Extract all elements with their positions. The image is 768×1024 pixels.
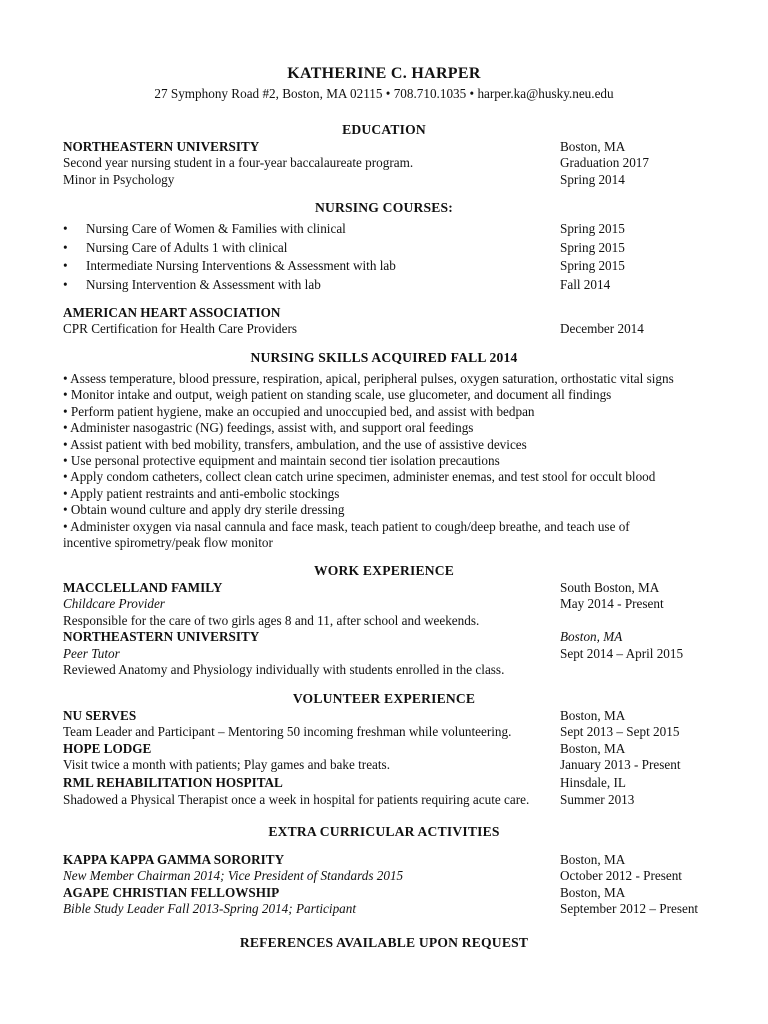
education-program-row	[63, 155, 703, 171]
volunteer-location: Boston, MA	[560, 740, 626, 756]
activity-role-row	[63, 901, 703, 917]
aha-section	[63, 305, 703, 338]
skills-heading: NURSING SKILLS ACQUIRED FALL 2014	[250, 350, 518, 365]
volunteer-desc: Visit twice a month with patients; Play games and bake treats.	[63, 757, 390, 773]
graduation-date: Graduation 2017	[560, 155, 649, 171]
job-desc: Reviewed Anatomy and Physiology individually with students enrolled in the class.	[63, 661, 505, 677]
job-org: MACCLELLAND FAMILY	[63, 580, 223, 595]
job-title: Childcare Provider	[63, 596, 165, 612]
volunteer-location: Hinsdale, IL	[560, 775, 626, 791]
work-section	[63, 580, 703, 678]
school-name: NORTHEASTERN UNIVERSITY	[63, 139, 260, 154]
skill-item: • Monitor intake and output, weigh patient on standing scale, use glucometer, and document all findings	[63, 387, 612, 403]
activity-dates: September 2012 – Present	[560, 901, 699, 917]
job-title: Peer Tutor	[63, 645, 120, 661]
activity-org: KAPPA KAPPA GAMMA SORORITY	[63, 852, 285, 867]
course-item	[63, 277, 703, 296]
volunteer-org: HOPE LODGE	[63, 740, 152, 756]
activity-org-row	[63, 885, 703, 901]
volunteer-dates: Sept 2013 – Sept 2015	[560, 724, 680, 740]
job-org-row	[63, 580, 703, 596]
skill-item: • Apply condom catheters, collect clean catch urine specimen, administer enemas, and test stool for occult blood	[63, 469, 656, 485]
activity-location: Boston, MA	[560, 852, 626, 867]
minor-date: Spring 2014	[560, 171, 625, 187]
job-title-row	[63, 596, 703, 612]
skill-item: • Use personal protective equipment and maintain second tier isolation precautions	[63, 453, 500, 469]
volunteer-org-row	[63, 708, 703, 724]
volunteer-desc: Team Leader and Participant – Mentoring 50 incoming freshman while volunteering.	[63, 724, 512, 740]
job-location: South Boston, MA	[560, 580, 660, 595]
course-date: Spring 2015	[560, 258, 625, 274]
bullet: •	[63, 276, 68, 292]
job-dates: Sept 2014 – April 2015	[560, 645, 684, 661]
job-desc-row	[63, 613, 703, 629]
bullet: •	[63, 239, 68, 255]
activity-org: AGAPE CHRISTIAN FELLOWSHIP	[63, 884, 280, 900]
course-date: Fall 2014	[560, 276, 611, 292]
aha-cert: CPR Certification for Health Care Providers	[63, 321, 298, 337]
volunteer-section	[63, 708, 703, 808]
education-school-row	[63, 139, 703, 155]
courses-heading: NURSING COURSES:	[314, 200, 454, 215]
school-location: Boston, MA	[560, 139, 626, 154]
volunteer-desc: Shadowed a Physical Therapist once a week in hospital for patients requiring acute care.	[63, 791, 530, 807]
course-item	[63, 258, 703, 277]
activity-org-row	[63, 852, 703, 868]
activity-role-row	[63, 868, 703, 884]
skill-item: • Administer nasogastric (NG) feedings, assist with, and support oral feedings	[63, 420, 474, 436]
volunteer-org: RML REHABILITATION HOSPITAL	[63, 775, 283, 791]
volunteer-desc-row	[63, 792, 703, 808]
candidate-name: KATHERINE C. HARPER	[287, 65, 481, 82]
volunteer-org: NU SERVES	[63, 708, 137, 723]
extra-section	[63, 852, 703, 918]
aha-cert-row	[63, 321, 703, 337]
volunteer-location: Boston, MA	[560, 708, 626, 723]
aha-date: December 2014	[560, 321, 644, 337]
activity-location: Boston, MA	[560, 884, 626, 900]
references-note: REFERENCES AVAILABLE UPON REQUEST	[239, 935, 529, 950]
extra-heading: EXTRA CURRICULAR ACTIVITIES	[268, 824, 500, 839]
skill-item-continuation: incentive spirometry/peak flow monitor	[63, 535, 273, 551]
volunteer-org-row	[63, 775, 703, 791]
course-name: Nursing Care of Adults 1 with clinical	[86, 239, 288, 255]
volunteer-desc-row	[63, 724, 703, 740]
skill-item: • Assess temperature, blood pressure, respiration, apical, peripheral pulses, oxygen saturation, orthostatic vital signs	[63, 371, 674, 386]
education-minor-row	[63, 172, 703, 188]
skills-list	[63, 371, 703, 551]
courses-list	[63, 221, 703, 295]
volunteer-heading: VOLUNTEER EXPERIENCE	[292, 691, 476, 706]
volunteer-org-row	[63, 741, 703, 757]
course-date: Spring 2015	[560, 221, 625, 236]
aha-org-row	[63, 305, 703, 321]
job-desc: Responsible for the care of two girls ages 8 and 11, after school and weekends.	[63, 612, 480, 628]
course-name: Nursing Intervention & Assessment with lab	[86, 276, 321, 292]
contact-line: 27 Symphony Road #2, Boston, MA 02115 • 708.710.1035 • harper.ka@husky.neu.edu	[154, 86, 614, 101]
activity-role: New Member Chairman 2014; Vice President of Standards 2015	[63, 868, 404, 884]
volunteer-desc-row	[63, 757, 703, 775]
aha-org: AMERICAN HEART ASSOCIATION	[63, 305, 281, 320]
work-heading: WORK EXPERIENCE	[313, 563, 455, 578]
course-name: Intermediate Nursing Interventions & Assessment with lab	[86, 258, 396, 274]
volunteer-dates: January 2013 - Present	[560, 757, 681, 773]
skill-item: • Assist patient with bed mobility, transfers, ambulation, and the use of assistive devices	[63, 436, 527, 452]
job-desc-row	[63, 662, 703, 678]
job-dates: May 2014 - Present	[560, 596, 664, 612]
skill-item: • Administer oxygen via nasal cannula and face mask, teach patient to cough/deep breathe, and teach use of	[63, 518, 630, 534]
skill-item: • Perform patient hygiene, make an occupied and unoccupied bed, and assist with bedpan	[63, 403, 535, 419]
job-title-row	[63, 646, 703, 662]
volunteer-dates: Summer 2013	[560, 791, 635, 807]
job-org: NORTHEASTERN UNIVERSITY	[63, 629, 260, 645]
activity-role: Bible Study Leader Fall 2013-Spring 2014; Participant	[63, 901, 357, 917]
bullet: •	[63, 221, 68, 236]
course-item	[63, 240, 703, 259]
education-heading: EDUCATION	[342, 122, 426, 137]
course-name: Nursing Care of Women & Families with clinical	[86, 221, 346, 236]
bullet: •	[63, 258, 68, 274]
program-text: Second year nursing student in a four-year baccalaureate program.	[63, 155, 414, 171]
course-item	[63, 221, 703, 240]
activity-dates: October 2012 - Present	[560, 868, 682, 884]
course-date: Spring 2015	[560, 239, 625, 255]
education-section	[63, 139, 703, 188]
skill-item: • Apply patient restraints and anti-embolic stockings	[63, 485, 340, 501]
job-org-row	[63, 629, 703, 645]
minor-text: Minor in Psychology	[63, 171, 175, 187]
job-location: Boston, MA	[560, 629, 623, 645]
skill-item: • Obtain wound culture and apply dry sterile dressing	[63, 502, 345, 518]
